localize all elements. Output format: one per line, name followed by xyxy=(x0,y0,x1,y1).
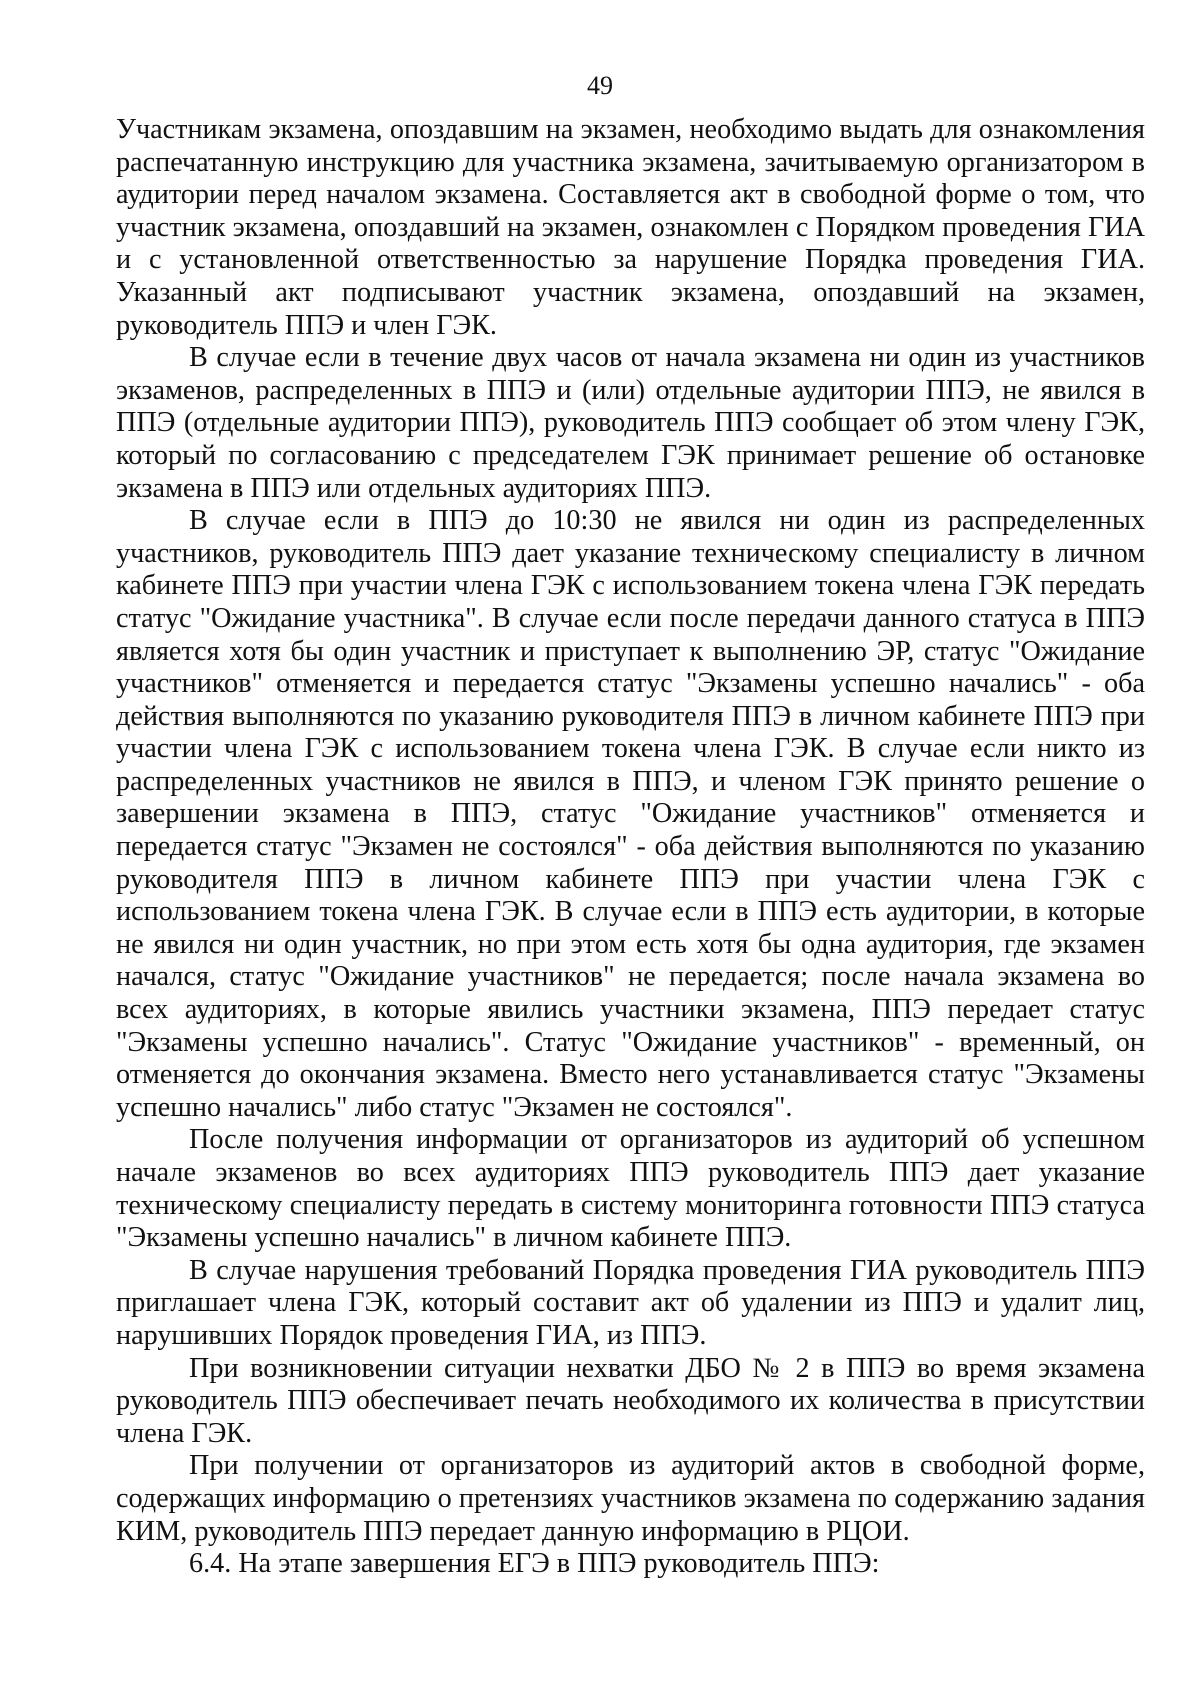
paragraph-no-show-two-hours: В случае если в течение двух часов от начала экзамена ни один из участников экзаменов, распределенных в ППЭ и (или) отдельные аудитории ППЭ, не явился в ППЭ (отдельные аудитории ППЭ), руководитель ППЭ сообщает об этом члену ГЭК, который по согласованию с председателем ГЭК принимает решение об остановке экзамена в ППЭ или отдельных аудиториях ППЭ. xyxy=(116,342,1145,504)
paragraph-kim-claims: При получении от организаторов из аудиторий актов в свободной форме, содержащих информацию о претензиях участников экзамена по содержанию задания КИМ, руководитель ППЭ передает данную информацию в РЦОИ. xyxy=(116,1450,1145,1547)
page-number: 49 xyxy=(587,71,613,100)
paragraph-violation: В случае нарушения требований Порядка проведения ГИА руководитель ППЭ приглашает члена ГЭК, который составит акт об удалении из ППЭ и удалит лиц, нарушивших Порядок проведения ГИА, из ППЭ. xyxy=(116,1254,1145,1351)
paragraph-late-participants: Участникам экзамена, опоздавшим на экзамен, необходимо выдать для ознакомления распечатанную инструкцию для участника экзамена, зачитываемую организатором в аудитории перед началом экзамена. Составляется акт в свободной форме о том, что участник экзамена, опоздавший на экзамен, ознакомлен с Порядком проведения ГИА и с установленной ответственностью за нарушение Порядка проведения ГИА. Указанный акт подписывают участник экзамена, опоздавший на экзамен, руководитель ППЭ и член ГЭК. xyxy=(116,114,1145,341)
document-body xyxy=(116,114,1145,1581)
section-heading-6-4: 6.4. На этапе завершения ЕГЭ в ППЭ руководитель ППЭ: xyxy=(189,1548,880,1580)
paragraph-dbo-shortage: При возникновении ситуации нехватки ДБО № 2 в ППЭ во время экзамена руководитель ППЭ обеспечивает печать необходимого их количества в присутствии члена ГЭК. xyxy=(116,1352,1145,1449)
paragraph-no-show-1030: В случае если в ППЭ до 10:30 не явился ни один из распределенных участников, руководитель ППЭ дает указание техническому специалисту в личном кабинете ППЭ при участии члена ГЭК с использованием токена члена ГЭК передать статус "Ожидание участника". В случае если после передачи данного статуса в ППЭ является хотя бы один участник и приступает к выполнению ЭР, статус "Ожидание участников" отменяется и передается статус "Экзамены успешно начались" - оба действия выполняются по указанию руководителя ППЭ в личном кабинете ППЭ при участии члена ГЭК с использованием токена члена ГЭК. В случае если никто из распределенных участников не явился в ППЭ, и членом ГЭК принято решение о завершении экзамена в ППЭ, статус "Ожидание участников" отменяется и передается статус "Экзамен не состоялся" - оба действия выполняются по указанию руководителя ППЭ в личном кабинете ППЭ при участии члена ГЭК с использованием токена члена ГЭК. В случае если в ППЭ есть аудитории, в которые не явился ни один участник, но при этом есть хотя бы одна аудитория, где экзамен начался, статус "Ожидание участников" не передается; после начала экзамена во всех аудиториях, в которые явились участники экзамена, ППЭ передает статус "Экзамены успешно начались". Статус "Ожидание участников" - временный, он отменяется до окончания экзамена. Вместо него устанавливается статус "Экзамены успешно начались" либо статус "Экзамен не состоялся". xyxy=(116,505,1145,1123)
paragraph-successful-start: После получения информации от организаторов из аудиторий об успешном начале экзаменов во всех аудиториях ППЭ руководитель ППЭ дает указание техническому специалисту передать в систему мониторинга готовности ППЭ статуса "Экзамены успешно начались" в личном кабинете ППЭ. xyxy=(116,1124,1145,1254)
